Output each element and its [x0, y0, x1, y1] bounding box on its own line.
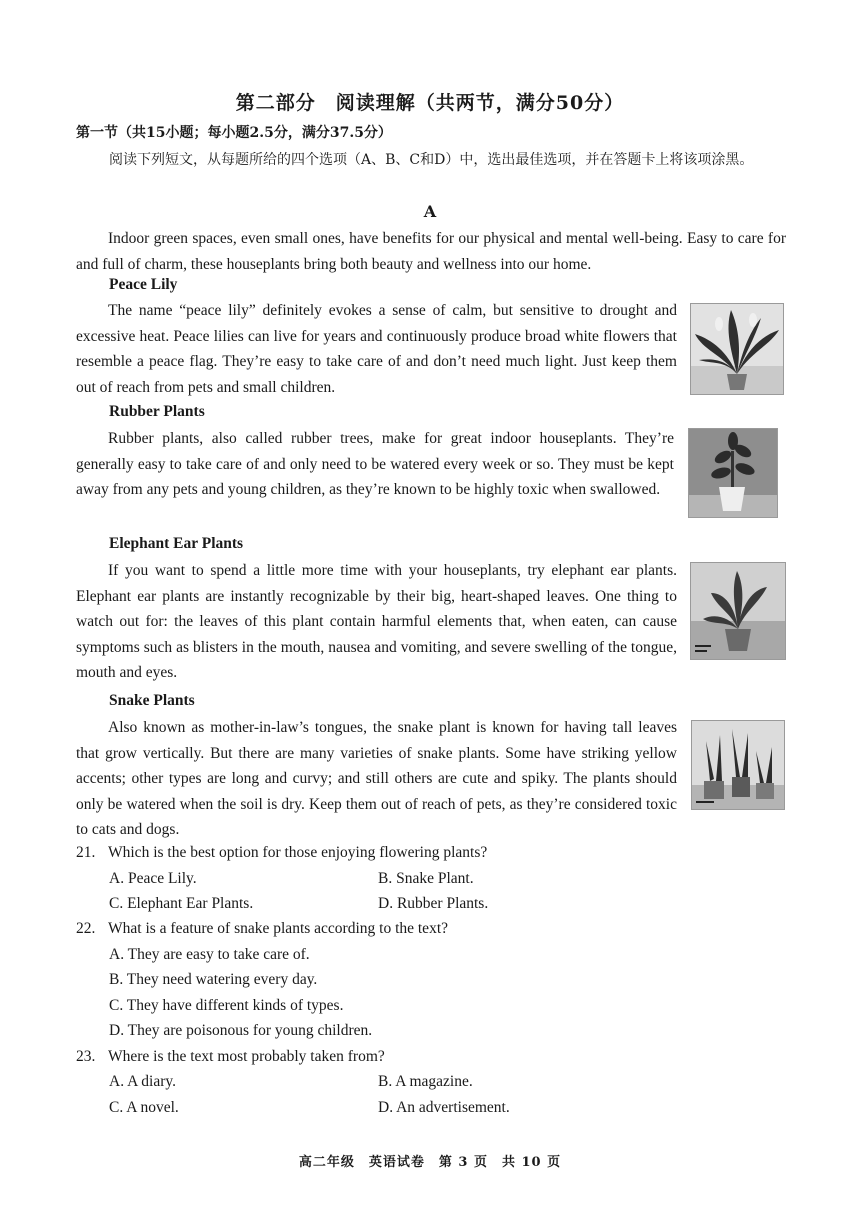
section-heading: 第一节（共15小题；每小题2.5分，满分37.5分） [76, 125, 392, 141]
passage-letter: A [423, 202, 437, 221]
plant-text-elephant-ear: If you want to spend a little more time with your houseplants, try elephant ear plants. Elephant ear plants are instantly recognizable by their big, heart-shaped leaves. One thing to watch out for: the leaves of this plant contain harmful elements that, when eaten, can cause symptoms such as blisters in the mouth, nausea and vomiting, and severe swelling of the tongue, mouth and eyes. [76, 562, 677, 682]
question-number: 22. [76, 920, 96, 937]
q23-option-b: B. A magazine. [378, 1073, 473, 1090]
question-22 [76, 920, 448, 938]
q22-option-d: D. They are poisonous for young children. [109, 1022, 373, 1039]
plant-text-rubber: Rubber plants, also called rubber trees, make for great indoor houseplants. They’re generally easy to take care of and only need to be watered every week or so. They must be kept away from any pets and young children, as they’re known to be highly toxic when swallowed. [76, 430, 674, 499]
q22-option-b: B. They need watering every day. [109, 971, 318, 988]
question-stem: What is a feature of snake plants according to the text? [108, 920, 449, 937]
snake-plant-photo [691, 720, 785, 810]
plant-heading-rubber: Rubber Plants [109, 403, 205, 420]
rubber-plant-photo [688, 428, 778, 518]
question-number: 21. [76, 844, 96, 861]
q22-option-c: C. They have different kinds of types. [109, 997, 344, 1014]
peace-lily-photo [690, 303, 784, 395]
part-title: 第二部分 阅读理解（共两节，满分50分） [235, 92, 625, 114]
plant-text-snake: Also known as mother-in-law’s tongues, the snake plant is known for having tall leaves that grow vertically. But there are many varieties of snake plants. Some have striking yellow accents; other types are long and curvy; and still others are cute and spiky. The plants should only be watered when the soil is dry. Keep them out of reach of pets, as they’re considered toxic to cats and dogs. [76, 719, 677, 839]
intro-paragraph: Indoor green spaces, even small ones, have benefits for our physical and mental well-being. Easy to care for and full of charm, these houseplants bring both beauty and wellness into our home. [76, 230, 786, 273]
question-number: 23. [76, 1048, 96, 1065]
q21-option-b: B. Snake Plant. [378, 870, 474, 887]
page-footer: 高二年级 英语试卷 第 3 页 共 10 页 [298, 1155, 562, 1170]
q22-option-a: A. They are easy to take care of. [109, 946, 310, 963]
q23-option-c: C. A novel. [109, 1099, 179, 1116]
plant-text-peace-lily: The name “peace lily” definitely evokes a sense of calm, but sensitive to drought and excessive heat. Peace lilies can live for years and continuously produce broad white flowers that resemble a peace flag. They’re easy to take care of and don’t need much light. Just keep them out of reach from pets and small children. [76, 302, 677, 396]
q21-option-c: C. Elephant Ear Plants. [109, 895, 254, 912]
q21-option-d: D. Rubber Plants. [378, 895, 489, 912]
plant-heading-elephant-ear: Elephant Ear Plants [109, 535, 244, 552]
q21-option-a: A. Peace Lily. [109, 870, 197, 887]
question-stem: Which is the best option for those enjoying flowering plants? [108, 844, 488, 861]
plant-heading-snake: Snake Plants [109, 692, 195, 709]
instructions: 阅读下列短文，从每题所给的四个选项（A、B、C和D）中，选出最佳选项，并在答题卡上将该项涂黑。 [109, 152, 754, 168]
plant-heading-peace-lily: Peace Lily [109, 276, 178, 293]
question-stem: Where is the text most probably taken from? [108, 1048, 385, 1065]
q23-option-d: D. An advertisement. [378, 1099, 510, 1116]
q23-option-a: A. A diary. [109, 1073, 177, 1090]
elephant-ear-plant-photo [690, 562, 786, 660]
question-23 [76, 1048, 385, 1066]
question-21 [76, 844, 487, 862]
